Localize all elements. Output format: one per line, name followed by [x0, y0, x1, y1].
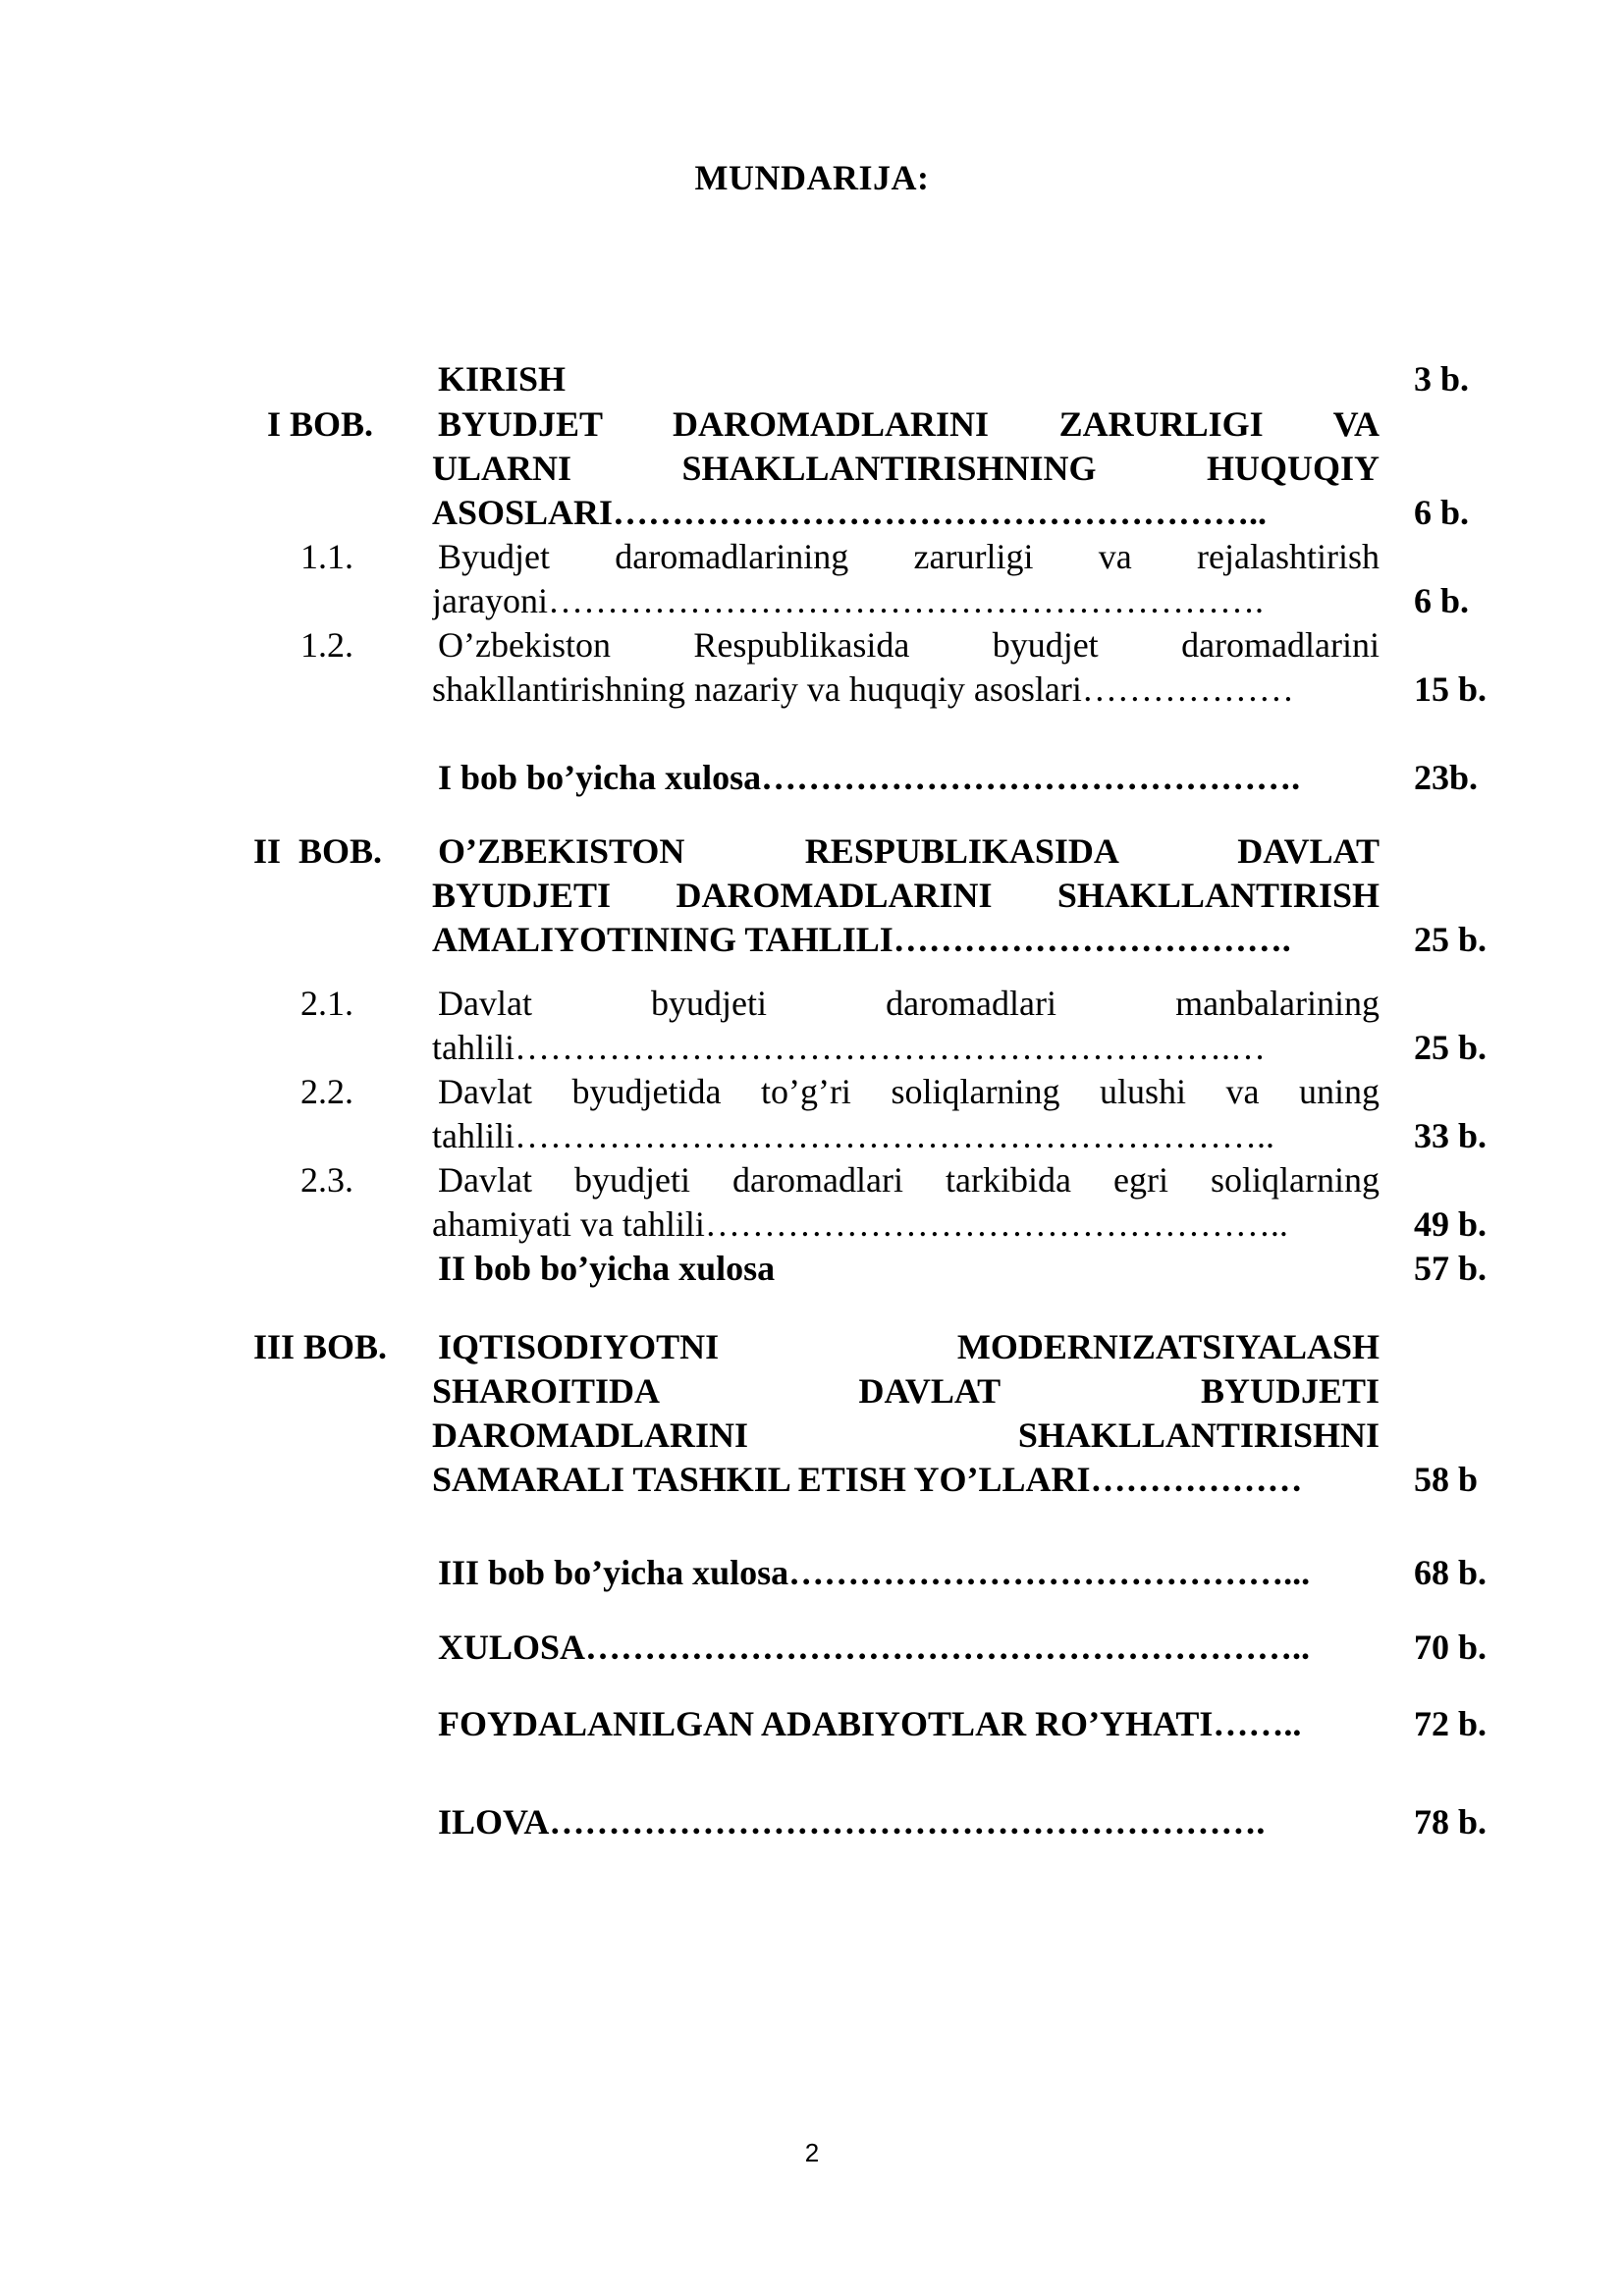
toc-entry-text: O’ZBEKISTON RESPUBLIKASIDA DAVLAT	[438, 831, 1380, 871]
page-number-footer: 2	[804, 2138, 820, 2167]
toc-section-number: 2.3.	[300, 1160, 353, 1200]
toc-entry-text: II bob bo’yicha xulosa	[438, 1249, 776, 1288]
toc-entry-text: Byudjet daromadlarining zarurligi va rejalashtirish	[438, 537, 1380, 576]
toc-entry-text: BYUDJETI DAROMADLARINI SHAKLLANTIRISH	[432, 876, 1380, 915]
toc-entry-text: shakllantirishning nazariy va huquqiy asoslari………………	[432, 669, 1294, 709]
toc-entry-text: SAMARALI TASHKIL ETISH YO’LLARI………………	[432, 1460, 1303, 1499]
toc-section-number: 2.2.	[300, 1072, 353, 1111]
toc-entry-text: Davlat byudjeti daromadlari tarkibida egri soliqlarning	[438, 1160, 1380, 1200]
toc-entry-text: tahlili………………………………………………………..	[432, 1116, 1274, 1155]
toc-entry-text: jarayoni…………………………………………………….	[432, 581, 1264, 620]
toc-page-number: 49 b.	[1414, 1204, 1488, 1244]
toc-entry-text: tahlili…………………………………………………….…	[432, 1028, 1266, 1067]
toc-entry-text: BYUDJET DAROMADLARINI ZARURLIGI VA	[438, 404, 1380, 444]
toc-chapter-label: III BOB.	[253, 1327, 388, 1366]
toc-page-number: 78 b.	[1414, 1802, 1488, 1842]
toc-page-number: 25 b.	[1414, 1028, 1488, 1067]
toc-section-number: 1.1.	[300, 537, 353, 576]
toc-entry-text: Davlat byudjeti daromadlari manbalarining	[438, 984, 1380, 1023]
toc-section-number: 2.1.	[300, 984, 353, 1023]
page-title: MUNDARIJA:	[694, 158, 930, 197]
toc-entry-text: XULOSA……………………………………………………..	[438, 1628, 1311, 1667]
toc-page-number: 70 b.	[1414, 1628, 1488, 1667]
toc-page-number: 72 b.	[1414, 1704, 1488, 1743]
toc-page-number: 68 b.	[1414, 1553, 1488, 1592]
toc-entry-text: IQTISODIYOTNI MODERNIZATSIYALASH	[438, 1327, 1380, 1366]
toc-entry-text: ASOSLARI………………………………………………..	[432, 493, 1268, 532]
toc-entry-text: KIRISH	[438, 359, 567, 399]
toc-entry-text: AMALIYOTINING TAHLILI…………………………….	[432, 920, 1291, 959]
toc-page-number: 23b.	[1414, 758, 1479, 797]
toc-entry-text: DAROMADLARINI SHAKLLANTIRISHNI	[432, 1415, 1380, 1455]
toc-chapter-label: II BOB.	[253, 831, 383, 871]
toc-chapter-label: I BOB.	[267, 404, 374, 444]
toc-entry-text: ahamiyati va tahlili…………………………………………..	[432, 1204, 1288, 1244]
toc-page-number: 58 b	[1414, 1460, 1479, 1499]
toc-page-number: 6 b.	[1414, 581, 1470, 620]
toc-entry-text: FOYDALANILGAN ADABIYOTLAR RO’YHATI……..	[438, 1704, 1302, 1743]
toc-entry-text: ULARNI SHAKLLANTIRISHNING HUQUQIY	[432, 449, 1380, 488]
toc-entry-text: SHAROITIDA DAVLAT BYUDJETI	[432, 1371, 1380, 1411]
toc-page-number: 25 b.	[1414, 920, 1488, 959]
toc-entry-text: III bob bo’yicha xulosa……………………………………...	[438, 1553, 1311, 1592]
toc-page-number: 15 b.	[1414, 669, 1488, 709]
toc-page-number: 3 b.	[1414, 359, 1470, 399]
toc-entry-text: I bob bo’yicha xulosa……………………………………….	[438, 758, 1301, 797]
toc-entry-text: Davlat byudjetida to’g’ri soliqlarning ulushi va uning	[438, 1072, 1380, 1111]
toc-page-number: 57 b.	[1414, 1249, 1488, 1288]
toc-page-number: 6 b.	[1414, 493, 1470, 532]
toc-page-number: 33 b.	[1414, 1116, 1488, 1155]
toc-entry-text: O’zbekiston Respublikasida byudjet daromadlarini	[438, 625, 1380, 665]
toc-section-number: 1.2.	[300, 625, 353, 665]
toc-entry-text: ILOVA…………………………………………………….	[438, 1802, 1266, 1842]
